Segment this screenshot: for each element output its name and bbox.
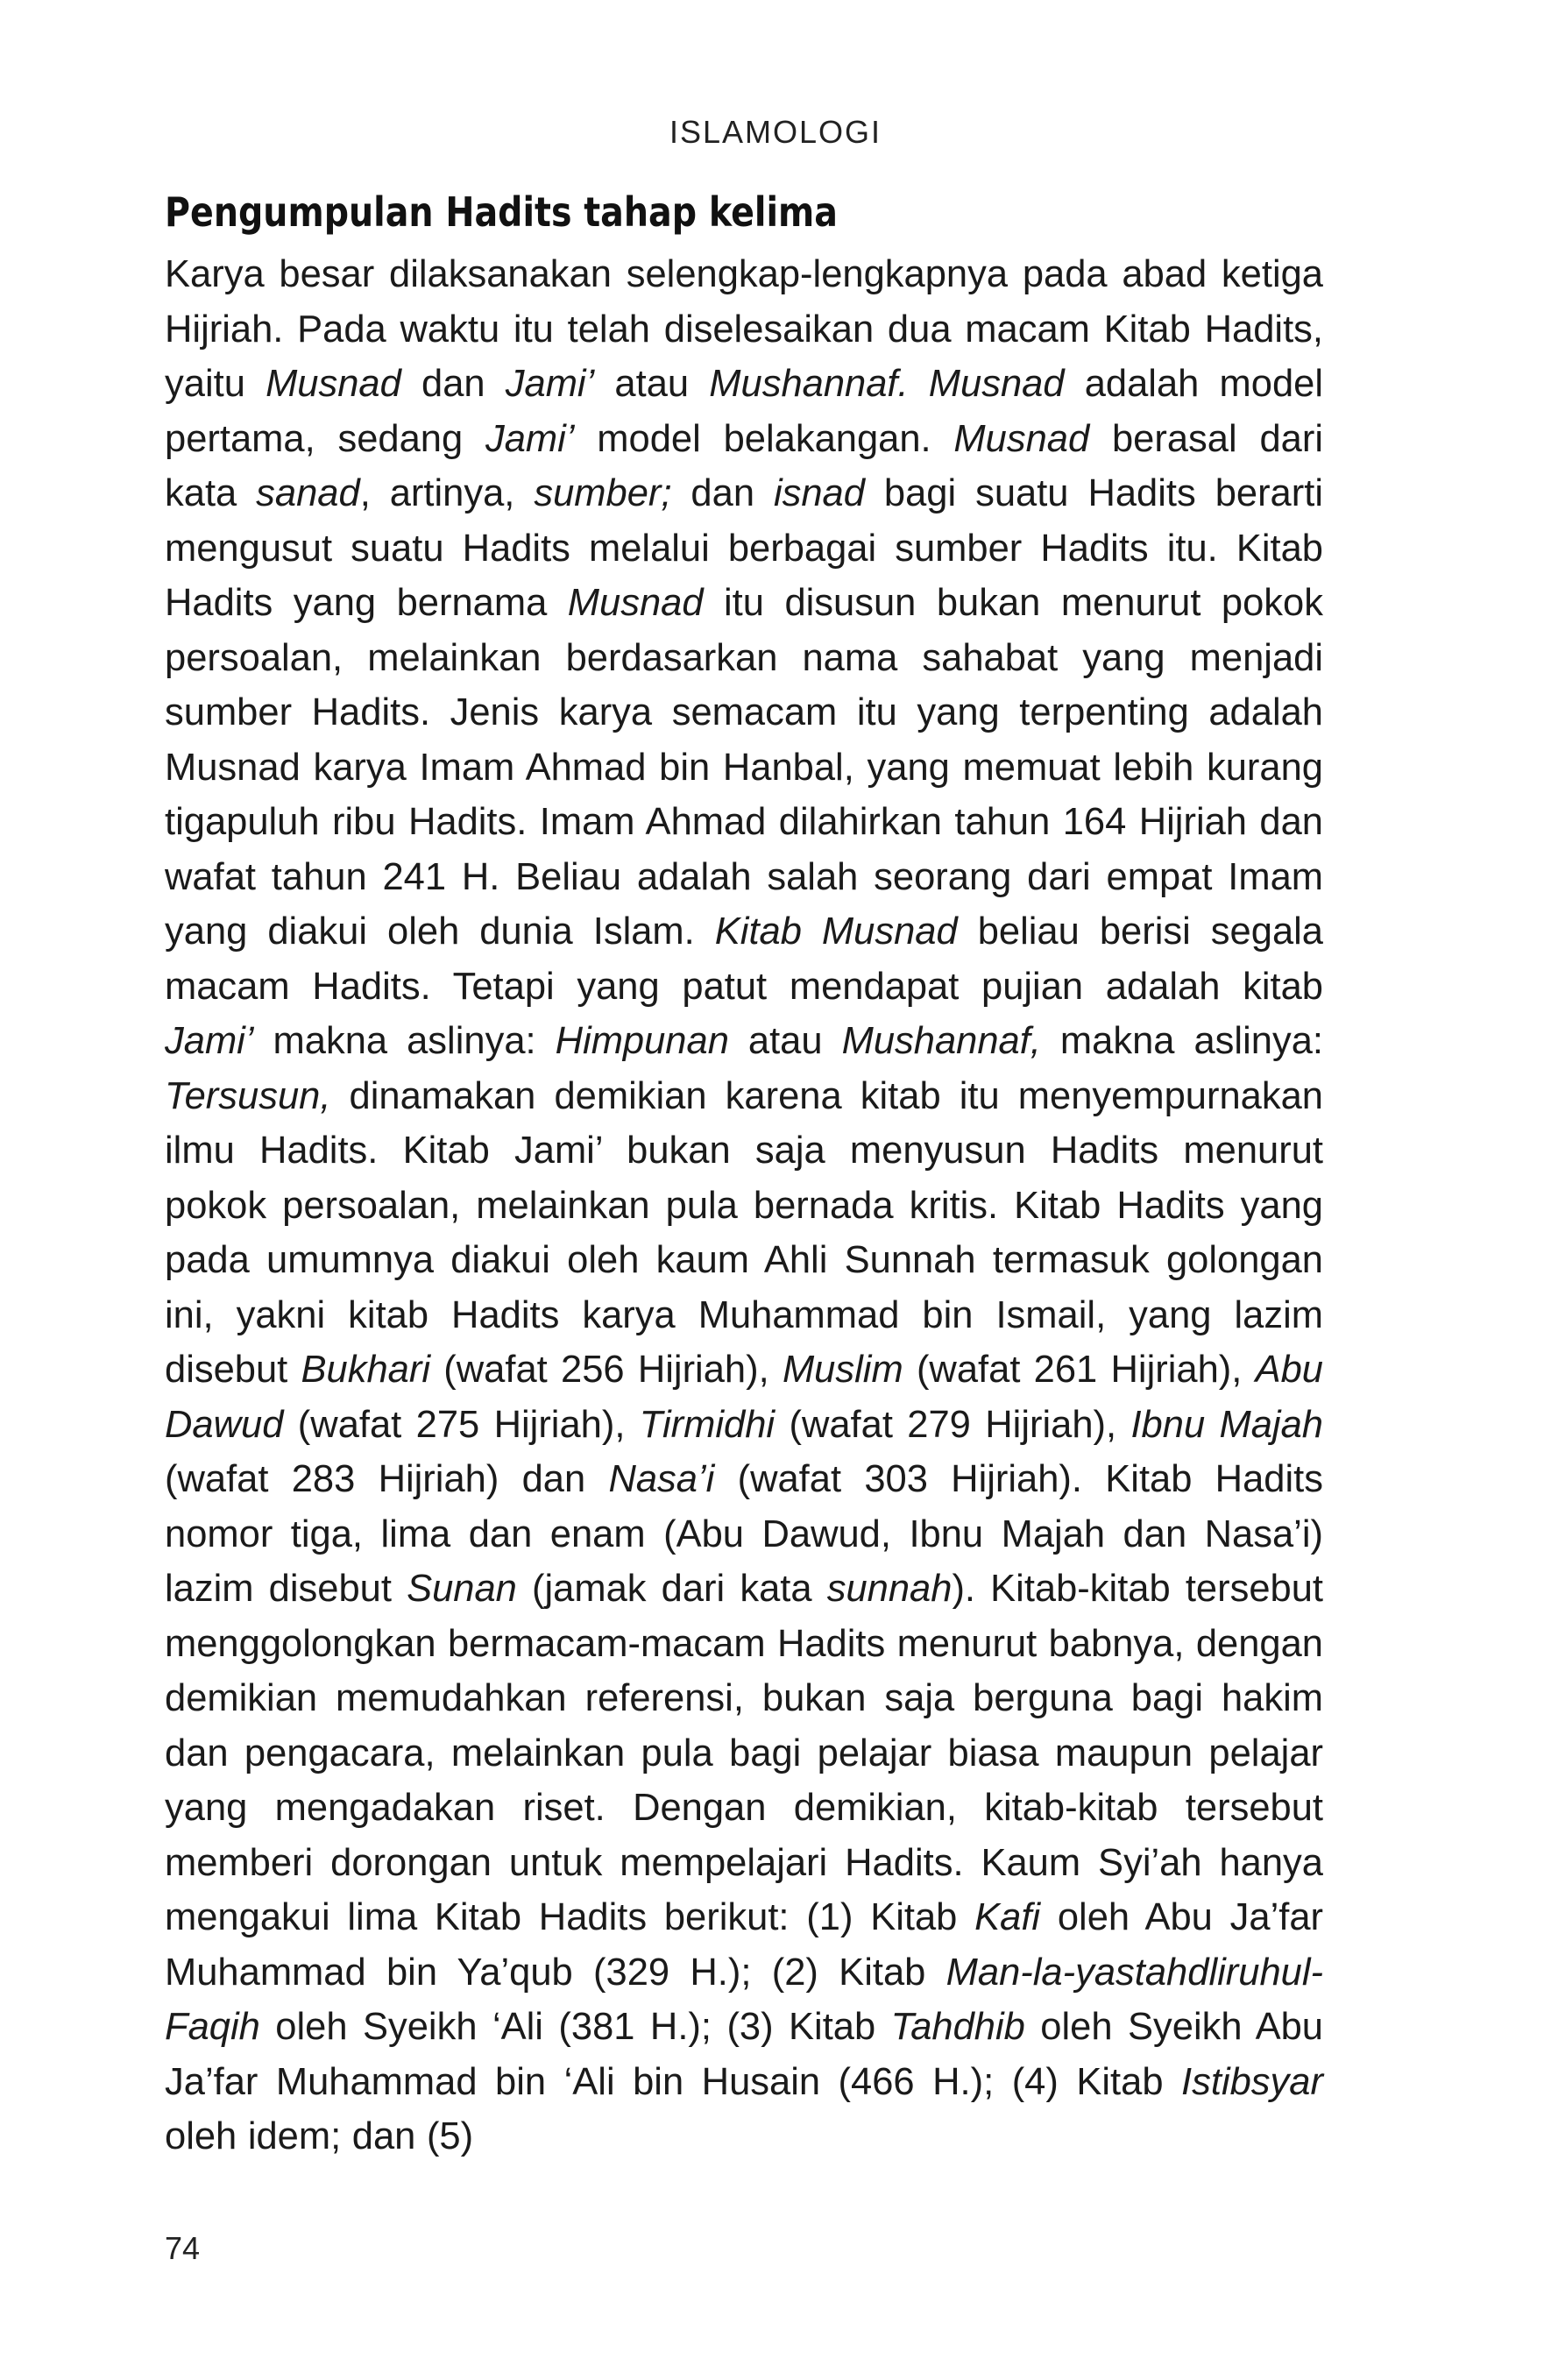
page-content: [165, 182, 1323, 2164]
italic-term: sumber;: [534, 472, 672, 514]
italic-term: Nasa’i: [608, 1458, 715, 1500]
section-heading: Pengumpulan Hadits tahap kelima: [165, 188, 838, 236]
italic-term: Kafi: [974, 1896, 1041, 1938]
italic-term: Istibsyar: [1181, 2060, 1323, 2103]
italic-term: Tahdhib: [890, 2006, 1025, 2048]
italic-term: Jami’: [505, 363, 595, 405]
italic-term: Kitab Musnad: [714, 910, 958, 953]
running-header: ISLAMOLOGI: [669, 114, 882, 150]
italic-term: Muslim: [782, 1349, 903, 1391]
italic-term: Musnad: [928, 363, 1065, 405]
italic-term: sanad: [256, 472, 360, 514]
italic-term: Mushannaf.: [709, 363, 909, 405]
italic-term: Musnad: [266, 363, 401, 405]
italic-term: Mushannaf,: [841, 1020, 1041, 1062]
italic-term: Ibnu Majah: [1130, 1403, 1323, 1446]
italic-term: Bukhari: [301, 1349, 431, 1391]
body-paragraph: Karya besar dilaksanakan selengkap-lengkapnya pada abad ketiga Hijriah. Pada waktu itu telah diselesaikan dua macam Kitab Hadits, yaitu Musnad dan Jami’ atau Mushannaf. Musnad adalah model pertama, sedang Jami’ model belakangan. Musnad berasal dari kata sanad, artinya, sumber; dan isnad bagi suatu Hadits berarti mengusut suatu Hadits melalui berbagai sumber Hadits itu. Kitab Hadits yang bernama Musnad itu disusun bukan menurut pokok persoalan, melainkan berdasarkan nama sahabat yang menjadi sumber Hadits. Jenis karya semacam itu yang terpenting adalah Musnad karya Imam Ahmad bin Hanbal, yang memuat lebih kurang tigapuluh ribu Hadits. Imam Ahmad dilahirkan tahun 164 Hijriah dan wafat tahun 241 H. Beliau adalah salah seorang dari empat Imam yang diakui oleh dunia Islam. Kitab Musnad beliau berisi segala macam Hadits. Tetapi yang patut mendapat pujian adalah kitab Jami’ makna aslinya: Himpunan atau Mushannaf, makna aslinya: Tersusun, dinamakan demikian karena kitab itu menyempurnakan ilmu Hadits. Kitab Jami’ bukan saja menyusun Hadits menurut pokok persoalan, melainkan pula bernada kritis. Kitab Hadits yang pada umumnya diakui oleh kaum Ahli Sunnah termasuk golongan ini, yakni kitab Hadits karya Muhammad bin Ismail, yang lazim disebut Bukhari (wafat 256 Hijriah), Muslim (wafat 261 Hijriah), Abu Dawud (wafat 275 Hijriah), Tirmidhi (wafat 279 Hijriah), Ibnu Majah (wafat 283 Hijriah) dan Nasa’i (wafat 303 Hijriah). Kitab Hadits nomor tiga, lima dan enam (Abu Dawud, Ibnu Majah dan Nasa’i) lazim disebut Sunan (jamak dari kata sunnah). Kitab-kitab tersebut menggolongkan bermacam-macam Hadits menurut babnya, dengan demikian memudahkan referensi, bukan saja berguna bagi hakim dan pengacara, melainkan pula bagi pelajar biasa maupun pelajar yang mengadakan riset. Dengan demikian, kitab-kitab tersebut memberi dorongan untuk mempelajari Hadits. Kaum Syi’ah hanya mengakui lima Kitab Hadits berikut: (1) Kitab Kafi oleh Abu Ja’far Muhammad bin Ya’qub (329 H.); (2) Kitab Man-la-yastahdliruhul-Faqih oleh Syeikh ‘Ali (381 H.); (3) Kitab Tahdhib oleh Syeikh Abu Ja’far Muhammad bin ‘Ali bin Husain (466 H.); (4) Kitab Istibsyar oleh idem; dan (5): [165, 253, 1323, 2157]
italic-term: Sunan: [407, 1568, 517, 1610]
italic-term: Man-la-yastahdliruhul-Faqih: [165, 1951, 1323, 2048]
italic-term: Musnad: [567, 582, 704, 624]
italic-term: isnad: [773, 472, 865, 514]
italic-term: Musnad: [953, 417, 1090, 460]
italic-term: sunnah: [826, 1568, 953, 1610]
italic-term: Himpunan: [555, 1020, 729, 1062]
page-number: 74: [165, 2230, 201, 2266]
italic-term: Tersusun,: [165, 1074, 331, 1117]
italic-term: Jami’: [485, 417, 575, 460]
italic-term: Abu Dawud: [165, 1349, 1323, 1446]
italic-term: Jami’: [165, 1020, 254, 1062]
italic-term: Tirmidhi: [639, 1403, 776, 1446]
